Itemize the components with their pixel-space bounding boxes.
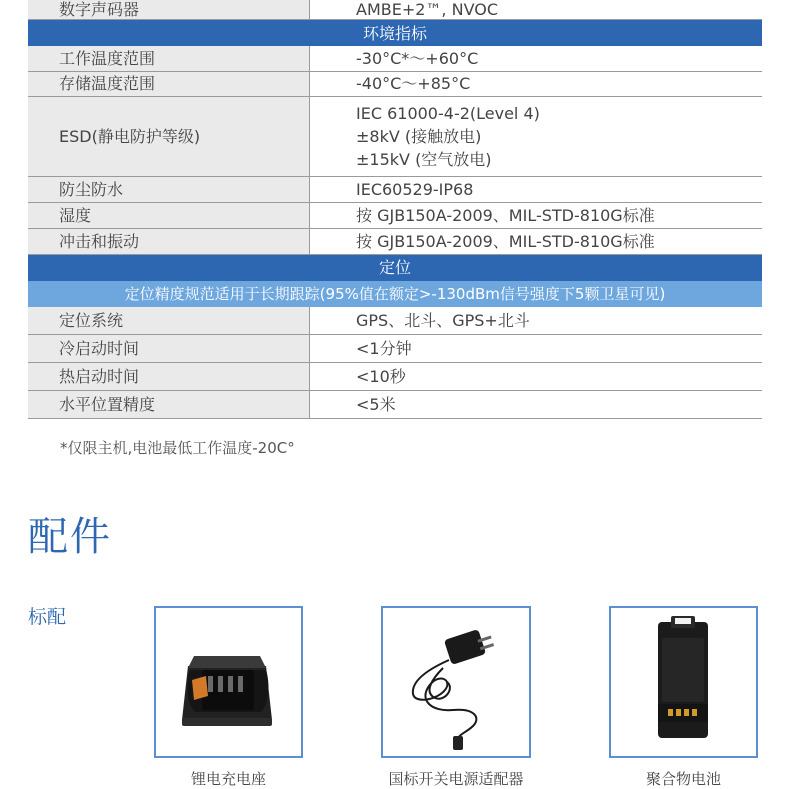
- section-header-environment: [28, 20, 762, 47]
- spec-key: 冷启动时间: [28, 335, 310, 363]
- spec-row: [28, 71, 762, 96]
- spec-value: 按 GJB150A-2009、MIL-STD-810G标准: [310, 228, 763, 254]
- spec-value: <1分钟: [310, 335, 763, 363]
- section-note: [28, 281, 762, 307]
- spec-key: 冲击和振动: [28, 228, 310, 254]
- spec-value: <10秒: [310, 363, 763, 391]
- spec-row: [28, 363, 762, 391]
- standard-label: 标配: [28, 606, 67, 628]
- accessory-card-charger[interactable]: [154, 606, 303, 758]
- power-adapter-icon: [383, 608, 529, 756]
- spec-key: 热启动时间: [28, 363, 310, 391]
- battery-icon: [611, 608, 756, 756]
- spec-row: [28, 46, 762, 71]
- section-title: 定位: [28, 254, 762, 281]
- spec-row-vocoder: [28, 0, 762, 20]
- spec-value: -40°C～+85°C: [310, 71, 763, 96]
- spec-value-line: ±15kV (空气放电): [356, 149, 492, 169]
- spec-value-line: ±8kV (接触放电): [356, 126, 482, 146]
- spec-value: -30°C*～+60°C: [310, 46, 763, 71]
- section-note-text: 定位精度规范适用于长期跟踪(95%值在额定>-130dBm信号强度下5颗卫星可见): [28, 281, 762, 307]
- accessory-caption: 国标开关电源适配器: [388, 770, 524, 788]
- spec-value: AMBE+2™, NVOC: [310, 0, 763, 20]
- spec-key: 定位系统: [28, 307, 310, 335]
- section-header-positioning: [28, 254, 762, 281]
- footnote: *仅限主机,电池最低工作温度-20C°: [60, 439, 295, 457]
- spec-value: <5米: [310, 391, 763, 419]
- spec-row: [28, 176, 762, 202]
- spec-key: 数字声码器: [28, 0, 310, 20]
- spec-key: ESD(静电防护等级): [28, 96, 310, 176]
- spec-row: [28, 335, 762, 363]
- accessories-heading: 配件: [28, 514, 112, 560]
- spec-value-multiline: [310, 96, 763, 176]
- accessory-card-battery[interactable]: [609, 606, 758, 758]
- spec-key: 湿度: [28, 202, 310, 228]
- spec-key: 存储温度范围: [28, 71, 310, 96]
- spec-value-line: IEC 61000-4-2(Level 4): [356, 103, 540, 123]
- accessory-card-adapter[interactable]: [381, 606, 531, 758]
- charger-base-icon: [156, 608, 301, 756]
- spec-row: [28, 391, 762, 419]
- accessory-caption: 聚合物电池: [645, 770, 721, 788]
- spec-table: [28, 0, 762, 419]
- spec-row: [28, 228, 762, 254]
- spec-key: 防尘防水: [28, 176, 310, 202]
- spec-key: 水平位置精度: [28, 391, 310, 419]
- accessory-caption: 锂电充电座: [190, 770, 266, 788]
- spec-row-esd: [28, 96, 762, 176]
- spec-value: 按 GJB150A-2009、MIL-STD-810G标准: [310, 202, 763, 228]
- section-title: 环境指标: [28, 20, 762, 47]
- spec-value: GPS、北斗、GPS+北斗: [310, 307, 763, 335]
- spec-key: 工作温度范围: [28, 46, 310, 71]
- spec-row: [28, 202, 762, 228]
- spec-row: [28, 307, 762, 335]
- spec-value: IEC60529-IP68: [310, 176, 763, 202]
